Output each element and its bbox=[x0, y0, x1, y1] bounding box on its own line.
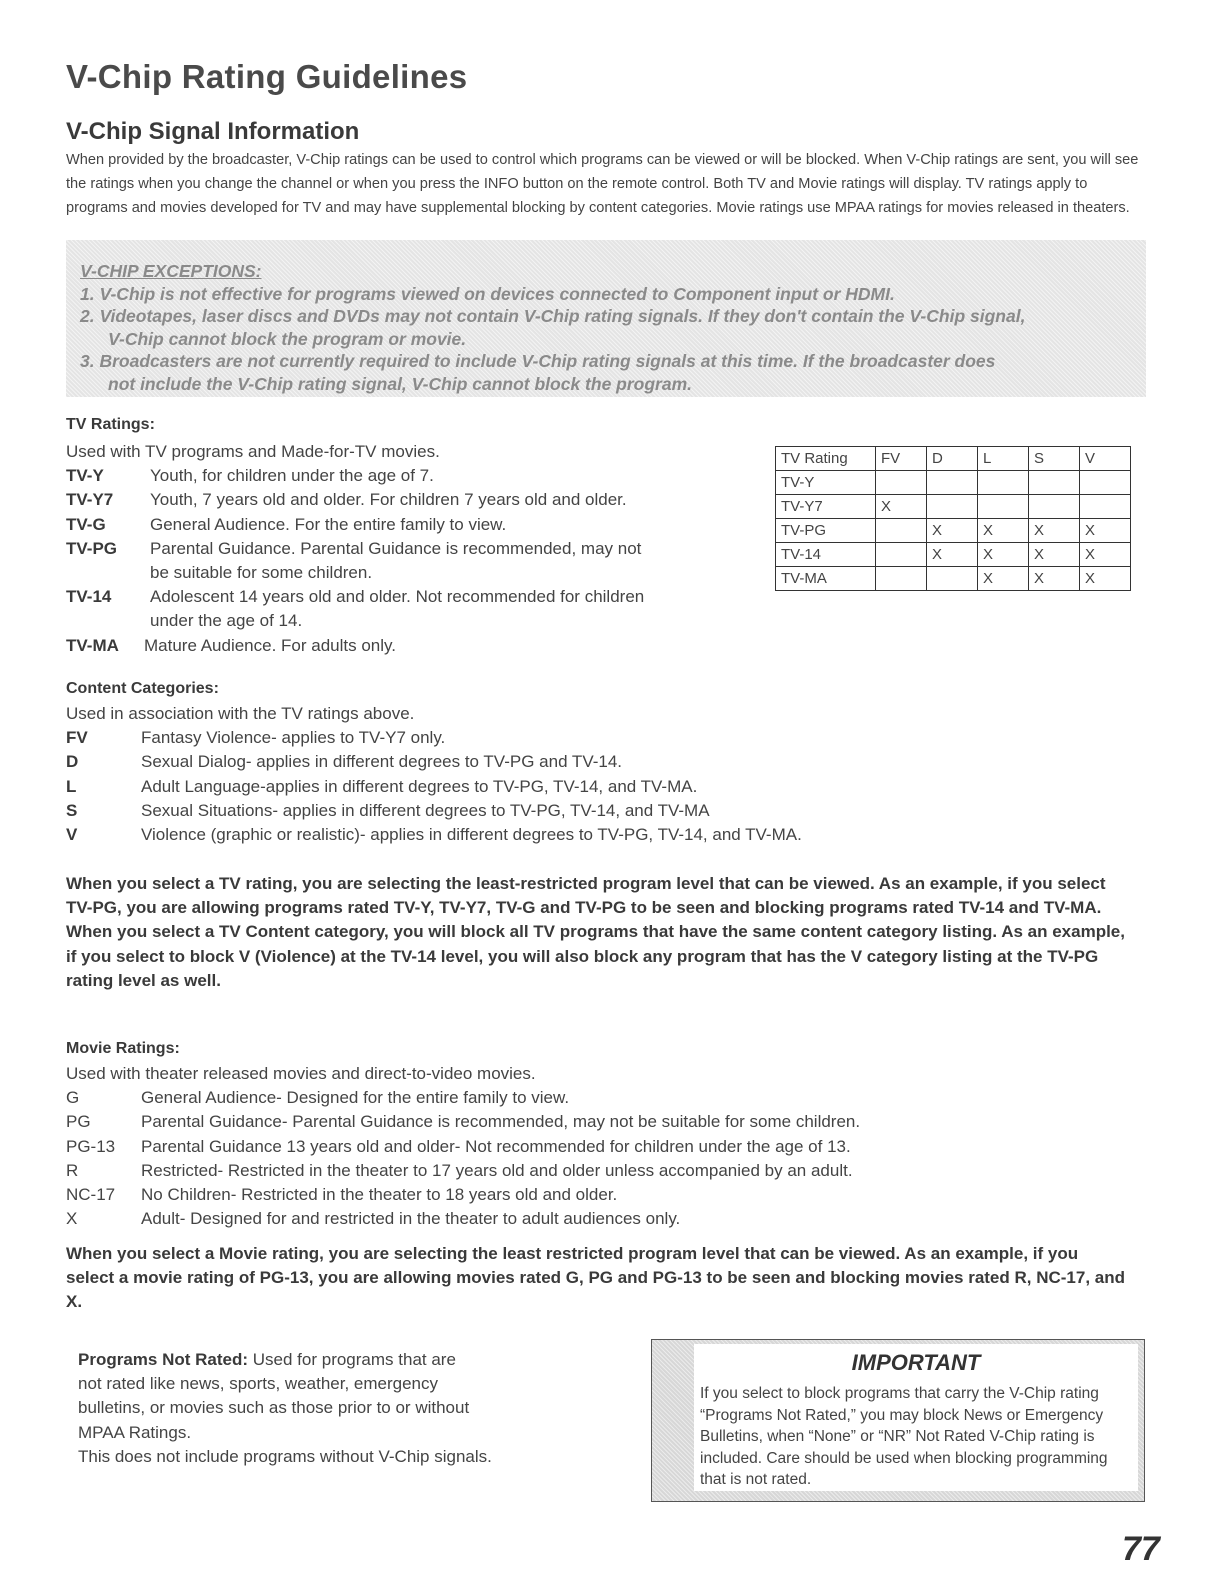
movie-ratings-heading: Movie Ratings: bbox=[66, 1040, 180, 1057]
table-cell: X bbox=[1029, 519, 1080, 543]
table-row bbox=[776, 495, 1131, 519]
movie-desc: Parental Guidance- Parental Guidance is recommended, may not be suitable for some children. bbox=[141, 1112, 861, 1132]
table-cell bbox=[1080, 471, 1131, 495]
movie-desc: General Audience- Designed for the entire family to view. bbox=[141, 1088, 570, 1108]
tv-ratings-heading: TV Ratings: bbox=[66, 416, 155, 433]
table-cell bbox=[1029, 471, 1080, 495]
movie-ratings-list bbox=[66, 1062, 1126, 1231]
exception-3: 3. Broadcasters are not currently required to include V-Chip rating signals at this time. If the broadcaster does bbox=[80, 351, 996, 371]
table-cell bbox=[978, 471, 1029, 495]
page-number: 77 bbox=[1122, 1530, 1160, 1568]
rating-desc: Youth, for children under the age of 7. bbox=[150, 466, 434, 486]
rating-desc-line: Parental Guidance. Parental Guidance is recommended, may not bbox=[150, 538, 642, 558]
rating-code: TV-PG bbox=[66, 538, 118, 558]
table-row bbox=[776, 519, 1131, 543]
table-cell bbox=[876, 519, 927, 543]
content-categories-heading: Content Categories: bbox=[66, 680, 219, 697]
category-desc: Violence (graphic or realistic)- applies in different degrees to TV-PG, TV-14, and TV-MA. bbox=[141, 825, 802, 845]
list-item bbox=[66, 1086, 1126, 1110]
table-header-cell: L bbox=[978, 447, 1029, 471]
table-header-row bbox=[776, 447, 1131, 471]
tv-rating-content-table bbox=[775, 446, 1131, 591]
not-rated-line: This does not include programs without V-Chip signals. bbox=[78, 1446, 492, 1466]
table-cell bbox=[876, 567, 927, 591]
list-item bbox=[66, 750, 1066, 774]
not-rated-text: Used for programs that are bbox=[252, 1350, 456, 1369]
table-cell: TV-PG bbox=[776, 519, 876, 543]
table-cell: X bbox=[1080, 543, 1131, 567]
table-header-cell: FV bbox=[876, 447, 927, 471]
category-code: V bbox=[66, 825, 78, 845]
signal-info-heading: V-Chip Signal Information bbox=[66, 118, 360, 145]
table-cell: X bbox=[1029, 543, 1080, 567]
table-cell bbox=[927, 495, 978, 519]
rating-desc: Youth, 7 years old and older. For children 7 years old and older. bbox=[150, 490, 627, 510]
not-rated-line: bulletins, or movies such as those prior to or without bbox=[78, 1398, 470, 1418]
not-rated-line: not rated like news, sports, weather, emergency bbox=[78, 1374, 439, 1394]
table-header-cell: S bbox=[1029, 447, 1080, 471]
table-cell bbox=[1029, 495, 1080, 519]
rating-code: TV-Y bbox=[66, 466, 104, 486]
list-item bbox=[66, 1110, 1126, 1134]
category-desc: Fantasy Violence- applies to TV-Y7 only. bbox=[141, 728, 446, 748]
list-item bbox=[66, 799, 1066, 823]
movie-code: PG bbox=[66, 1112, 91, 1132]
list-item bbox=[66, 775, 1066, 799]
page-title: V-Chip Rating Guidelines bbox=[66, 58, 468, 95]
table-cell bbox=[978, 495, 1029, 519]
table-cell: X bbox=[927, 543, 978, 567]
category-desc: Sexual Dialog- applies in different degrees to TV-PG and TV-14. bbox=[141, 752, 623, 772]
movie-code: NC-17 bbox=[66, 1185, 116, 1205]
exception-3-cont: not include the V-Chip rating signal, V-Chip cannot block the program. bbox=[108, 373, 693, 394]
rating-desc bbox=[150, 537, 766, 585]
list-item bbox=[66, 823, 1066, 847]
rating-desc-line: under the age of 14. bbox=[150, 611, 303, 631]
category-desc: Adult Language-applies in different degrees to TV-PG, TV-14, and TV-MA. bbox=[141, 776, 698, 796]
rating-desc: General Audience. For the entire family to view. bbox=[150, 514, 507, 534]
list-item bbox=[66, 1207, 1126, 1231]
table-row bbox=[776, 471, 1131, 495]
table-cell: TV-14 bbox=[776, 543, 876, 567]
table-header-cell: D bbox=[927, 447, 978, 471]
table-cell: X bbox=[927, 519, 978, 543]
rating-desc bbox=[150, 585, 766, 633]
not-rated-line: MPAA Ratings. bbox=[78, 1422, 192, 1442]
not-rated-line bbox=[78, 1348, 598, 1372]
movie-desc: Restricted- Restricted in the theater to 17 years old and older unless accompanied by an adult. bbox=[141, 1160, 853, 1180]
exception-1: 1. V-Chip is not effective for programs viewed on devices connected to Component input or HDMI. bbox=[80, 283, 895, 304]
rating-desc-line: be suitable for some children. bbox=[150, 563, 373, 583]
table-cell bbox=[927, 567, 978, 591]
movie-code: R bbox=[66, 1160, 79, 1180]
rating-desc: Mature Audience. For adults only. bbox=[144, 635, 396, 655]
table-cell: X bbox=[1080, 519, 1131, 543]
category-code: D bbox=[66, 752, 79, 772]
table-header-cell: TV Rating bbox=[776, 447, 876, 471]
list-item bbox=[66, 464, 766, 488]
tv-rating-note: When you select a TV rating, you are selecting the least-restricted program level that can be viewed. As an example, if you select TV-PG, you are allowing programs rated TV-Y, TV-Y7, TV-G and TV-PG to be seen and blocking programs rated TV-14 and TV-MA. When you select a TV Content category, you will block all TV programs that have the same content category listing. As an example, if you select to block V (Violence) at the TV-14 level, you will also block any program that has the V category listing at the TV-PG rating level as well. bbox=[66, 874, 1125, 990]
important-content bbox=[694, 1344, 1138, 1491]
movie-desc: No Children- Restricted in the theater to 18 years old and older. bbox=[141, 1185, 618, 1205]
rating-code: TV-G bbox=[66, 514, 106, 534]
rating-code: TV-14 bbox=[66, 587, 112, 607]
table-cell bbox=[927, 471, 978, 495]
movie-ratings-intro: Used with theater released movies and direct-to-video movies. bbox=[66, 1064, 536, 1083]
important-text: If you select to block programs that carry the V-Chip rating “Programs Not Rated,” you may block News or Emergency Bulletins, when “None” or “NR” Not Rated V-Chip rating is included. Care should be used when blocking programming that is not rated. bbox=[700, 1385, 1108, 1488]
table-cell: X bbox=[1080, 567, 1131, 591]
table-header-cell: V bbox=[1080, 447, 1131, 471]
table-cell: TV-Y7 bbox=[776, 495, 876, 519]
exception-2: 2. Videotapes, laser discs and DVDs may not contain V-Chip rating signals. If they don't contain the V-Chip signal, bbox=[80, 306, 1026, 326]
table-cell bbox=[876, 543, 927, 567]
exception-2-cont: V-Chip cannot block the program or movie. bbox=[108, 328, 467, 349]
list-item bbox=[66, 585, 766, 633]
table-cell: X bbox=[978, 543, 1029, 567]
list-item bbox=[66, 1183, 1126, 1207]
category-code: L bbox=[66, 776, 77, 796]
table-cell: X bbox=[978, 567, 1029, 591]
vchip-exceptions-box bbox=[66, 240, 1146, 397]
list-item bbox=[66, 634, 766, 658]
list-item bbox=[66, 1135, 1126, 1159]
list-item bbox=[66, 488, 766, 512]
movie-code: G bbox=[66, 1088, 80, 1108]
exceptions-heading: V-CHIP EXCEPTIONS: bbox=[80, 261, 262, 281]
table-cell: TV-Y bbox=[776, 471, 876, 495]
important-title: IMPORTANT bbox=[851, 1350, 981, 1375]
not-rated-label: Programs Not Rated: bbox=[78, 1350, 249, 1369]
list-item bbox=[66, 537, 766, 585]
table-cell: X bbox=[876, 495, 927, 519]
movie-desc: Parental Guidance 13 years old and older- Not recommended for children under the age of 13. bbox=[141, 1136, 851, 1156]
movie-rating-note: When you select a Movie rating, you are selecting the least restricted program level that can be viewed. As an example, if you select a movie rating of PG-13, you are allowing movies rated G, PG and PG-13 to be seen and blocking movies rated R, NC-17, and X. bbox=[66, 1244, 1126, 1312]
signal-info-text: When provided by the broadcaster, V-Chip ratings can be used to control which programs can be viewed or will be blocked. When V-Chip ratings are sent, you will see the ratings when you change the channel or when you press the INFO button on the remote control. Both TV and Movie ratings will display. TV ratings apply to programs and movies developed for TV and may have supplemental blocking by content categories. Movie ratings use MPAA ratings for movies released in theaters. bbox=[66, 152, 1139, 216]
category-desc: Sexual Situations- applies in different degrees to TV-PG, TV-14, and TV-MA bbox=[141, 800, 710, 820]
rating-desc-line: Adolescent 14 years old and older. Not recommended for children bbox=[150, 587, 645, 607]
list-item bbox=[66, 1159, 1126, 1183]
important-box bbox=[651, 1339, 1145, 1502]
table-row bbox=[776, 567, 1131, 591]
table-cell: X bbox=[978, 519, 1029, 543]
content-categories-intro: Used in association with the TV ratings above. bbox=[66, 704, 415, 723]
table-cell bbox=[1080, 495, 1131, 519]
category-code: S bbox=[66, 800, 78, 820]
list-item bbox=[66, 726, 1066, 750]
movie-code: PG-13 bbox=[66, 1136, 116, 1156]
tv-ratings-intro: Used with TV programs and Made-for-TV movies. bbox=[66, 442, 440, 461]
list-item bbox=[66, 513, 766, 537]
category-code: FV bbox=[66, 728, 88, 748]
table-cell bbox=[876, 471, 927, 495]
movie-code: X bbox=[66, 1209, 78, 1229]
table-cell: TV-MA bbox=[776, 567, 876, 591]
table-cell: X bbox=[1029, 567, 1080, 591]
movie-desc: Adult- Designed for and restricted in the theater to adult audiences only. bbox=[141, 1209, 681, 1229]
rating-code: TV-MA bbox=[66, 635, 119, 655]
tv-ratings-list bbox=[66, 440, 766, 658]
content-categories-list bbox=[66, 702, 1066, 847]
rating-code: TV-Y7 bbox=[66, 490, 114, 510]
table-row bbox=[776, 543, 1131, 567]
programs-not-rated bbox=[78, 1348, 598, 1469]
